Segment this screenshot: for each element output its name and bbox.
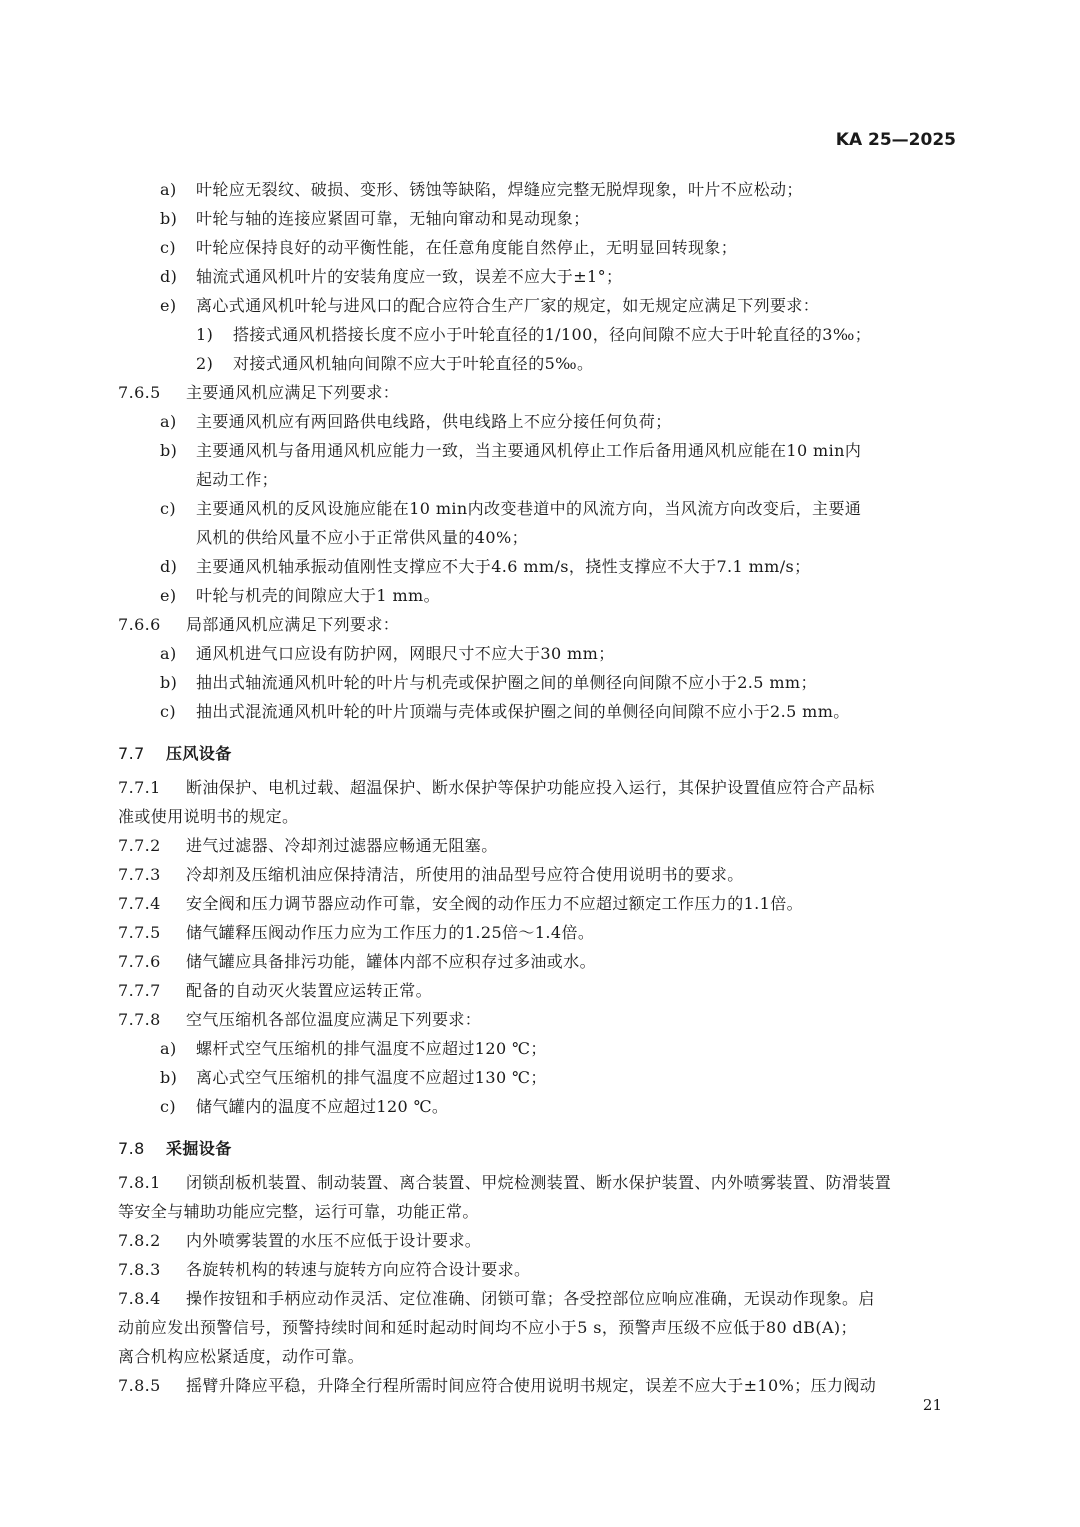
clause-label: 7.8 [118,1139,145,1158]
text-line [0,1168,1080,1197]
text-line [0,1005,1080,1034]
clause-text: 主要通风机应有两回路供电线路，供电线路上不应分接任何负荷； [196,412,672,431]
clause-label: 7.6.5 [118,383,161,402]
text-line [0,976,1080,1005]
clause-label: 7.7.2 [118,836,161,855]
text-line [0,378,1080,407]
clause-label: 7.7.1 [118,778,161,797]
clause-text: 叶轮与机壳的间隙应大于1 mm。 [196,586,441,605]
clause-text: 通风机进气口应设有防护网，网眼尺寸不应大于30 mm； [196,644,615,663]
clause-label: a) [160,644,177,663]
clause-label: d) [160,557,178,576]
text-line [0,1197,1080,1226]
clause-label: 7.7.7 [118,981,161,1000]
clause-text: 风机的供给风量不应小于正常供风量的40%； [196,528,528,547]
clause-text: 配备的自动灭火装置应运转正常。 [186,981,433,1000]
text-line [0,349,1080,378]
text-line [0,175,1080,204]
clause-text: 叶轮应无裂纹、破损、变形、锈蚀等缺陷，焊缝应完整无脱焊现象，叶片不应松动； [196,180,803,199]
document-body [0,175,1080,1400]
clause-text: 局部通风机应满足下列要求： [186,615,400,634]
clause-text: 主要通风机应满足下列要求： [186,383,400,402]
clause-text: 螺杆式空气压缩机的排气温度不应超过120 ℃； [196,1039,547,1058]
text-line [0,581,1080,610]
text-line [0,1092,1080,1121]
clause-label: 7.8.3 [118,1260,161,1279]
clause-text: 轴流式通风机叶片的安装角度应一致，误差不应大于±1°； [196,267,623,286]
clause-text: 主要通风机轴承振动值刚性支撑应不大于4.6 mm/s，挠性支撑应不大于7.1 mm/s； [196,557,811,576]
text-line [0,1255,1080,1284]
clause-label: 7.8.4 [118,1289,161,1308]
clause-text: 搭接式通风机搭接长度不应小于叶轮直径的1/100，径向间隙不应大于叶轮直径的3‰； [233,325,872,344]
clause-label: 7.6.6 [118,615,161,634]
text-line [0,639,1080,668]
clause-text: 采掘设备 [166,1139,232,1158]
text-line [0,773,1080,802]
clause-text: 离心式空气压缩机的排气温度不应超过130 ℃； [196,1068,547,1087]
clause-text: 闭锁刮板机装置、制动装置、离合装置、甲烷检测装置、断水保护装置、内外喷雾装置、防滑装置 [186,1173,892,1192]
clause-label: 7.7.4 [118,894,161,913]
clause-text: 离合机构应松紧适度，动作可靠。 [118,1347,365,1366]
clause-label: 7.7.3 [118,865,161,884]
clause-text: 等安全与辅助功能应完整，运行可靠，功能正常。 [118,1202,479,1221]
clause-label: c) [160,1097,177,1116]
clause-text: 主要通风机的反风设施应能在10 min内改变巷道中的风流方向，当风流方向改变后，主要通 [196,499,862,518]
clause-text: 内外喷雾装置的水压不应低于设计要求。 [186,1231,482,1250]
text-line [0,1226,1080,1255]
section-heading [0,1130,1080,1168]
clause-label: c) [160,238,177,257]
clause-label: a) [160,412,177,431]
clause-label: d) [160,267,178,286]
text-line [0,262,1080,291]
clause-text: 储气罐释压阀动作压力应为工作压力的1.25倍～1.4倍。 [186,923,595,942]
clause-text: 准或使用说明书的规定。 [118,807,299,826]
clause-text: 摇臂升降应平稳，升降全行程所需时间应符合使用说明书规定，误差不应大于±10%；压力阀动 [186,1376,877,1395]
text-line [0,1034,1080,1063]
text-line [0,233,1080,262]
text-line [0,552,1080,581]
clause-text: 断油保护、电机过载、超温保护、断水保护等保护功能应投入运行，其保护设置值应符合产品标 [186,778,875,797]
text-line [0,523,1080,552]
text-line [0,1284,1080,1313]
text-line [0,1313,1080,1342]
clause-label: 2) [196,354,214,373]
text-line [0,465,1080,494]
clause-text: 离心式通风机叶轮与进风口的配合应符合生产厂家的规定，如无规定应满足下列要求： [196,296,820,315]
clause-label: b) [160,1068,178,1087]
text-line [0,436,1080,465]
clause-label: c) [160,499,177,518]
text-line [0,831,1080,860]
clause-text: 对接式通风机轴向间隙不应大于叶轮直径的5‰。 [233,354,594,373]
section-heading [0,735,1080,773]
clause-label: b) [160,673,178,692]
clause-label: b) [160,441,178,460]
clause-label: b) [160,209,178,228]
text-line [0,668,1080,697]
clause-text: 动前应发出预警信号，预警持续时间和延时起动时间均不应小于5 s，预警声压级不应低于80 dB(A)； [118,1318,857,1337]
page-number: 21 [922,1396,942,1414]
clause-text: 进气过滤器、冷却剂过滤器应畅通无阻塞。 [186,836,498,855]
clause-label: 7.7.5 [118,923,161,942]
text-line [0,802,1080,831]
text-line [0,494,1080,523]
clause-text: 起动工作； [196,470,279,489]
text-line [0,860,1080,889]
clause-label: e) [160,586,177,605]
standard-code-header: KA 25—2025 [835,130,956,150]
clause-text: 抽出式混流通风机叶轮的叶片顶端与壳体或保护圈之间的单侧径向间隙不应小于2.5 mm。 [196,702,850,721]
clause-text: 压风设备 [166,744,232,763]
clause-text: 叶轮与轴的连接应紧固可靠，无轴向窜动和晃动现象； [196,209,590,228]
clause-label: a) [160,180,177,199]
clause-label: 7.7.6 [118,952,161,971]
text-line [0,204,1080,233]
text-line [0,1063,1080,1092]
clause-label: 7.8.2 [118,1231,161,1250]
clause-text: 储气罐应具备排污功能，罐体内部不应积存过多油或水。 [186,952,597,971]
text-line [0,320,1080,349]
clause-label: 1) [196,325,214,344]
clause-text: 抽出式轴流通风机叶轮的叶片与机壳或保护圈之间的单侧径向间隙不应小于2.5 mm； [196,673,817,692]
text-line [0,918,1080,947]
text-line [0,947,1080,976]
clause-label: e) [160,296,177,315]
text-line [0,1342,1080,1371]
clause-text: 叶轮应保持良好的动平衡性能，在任意角度能自然停止，无明显回转现象； [196,238,738,257]
clause-text: 主要通风机与备用通风机应能力一致，当主要通风机停止工作后备用通风机应能在10 min内 [196,441,862,460]
clause-text: 各旋转机构的转速与旋转方向应符合设计要求。 [186,1260,531,1279]
clause-label: c) [160,702,177,721]
clause-label: 7.8.1 [118,1173,161,1192]
clause-text: 冷却剂及压缩机油应保持清洁，所使用的油品型号应符合使用说明书的要求。 [186,865,744,884]
text-line [0,610,1080,639]
text-line [0,697,1080,726]
clause-label: 7.8.5 [118,1376,161,1395]
text-line [0,407,1080,436]
clause-text: 安全阀和压力调节器应动作可靠，安全阀的动作压力不应超过额定工作压力的1.1倍。 [186,894,804,913]
clause-label: a) [160,1039,177,1058]
clause-label: 7.7 [118,744,145,763]
clause-label: 7.7.8 [118,1010,161,1029]
text-line [0,889,1080,918]
clause-text: 储气罐内的温度不应超过120 ℃。 [196,1097,449,1116]
clause-text: 操作按钮和手柄应动作灵活、定位准确、闭锁可靠；各受控部位应响应准确，无误动作现象。启 [186,1289,875,1308]
text-line [0,291,1080,320]
clause-text: 空气压缩机各部位温度应满足下列要求： [186,1010,482,1029]
